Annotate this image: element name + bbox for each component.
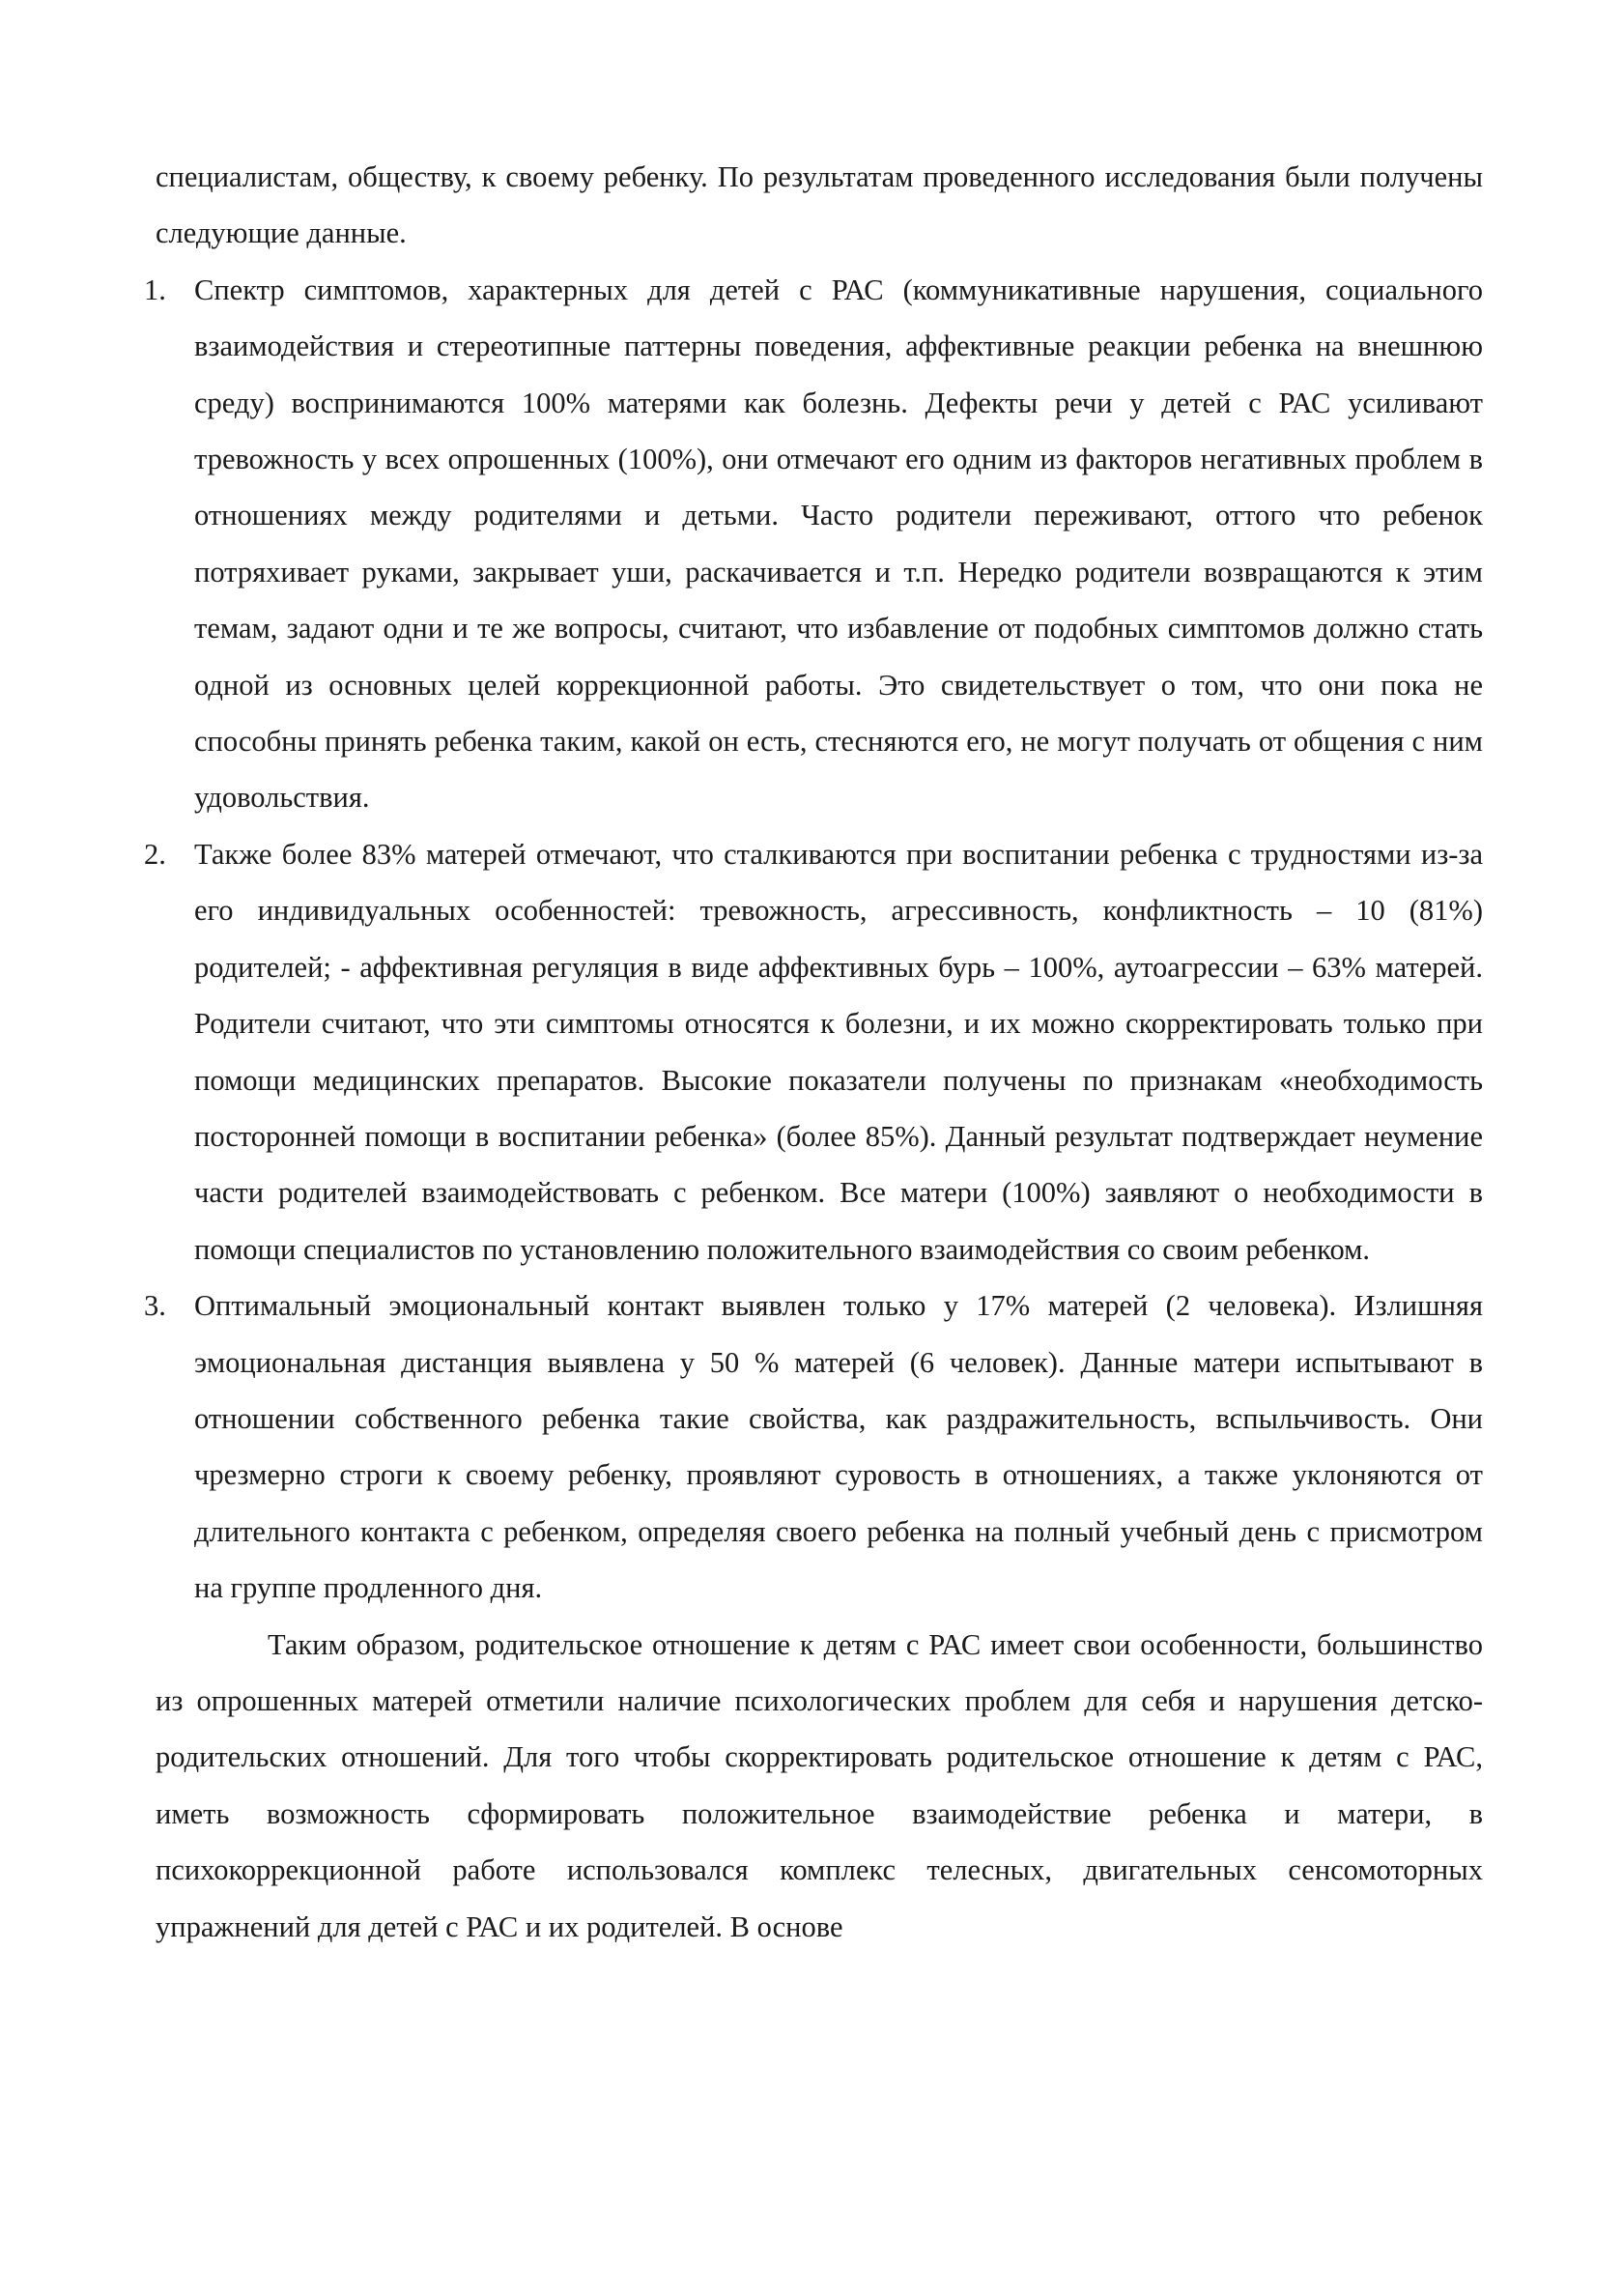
finding-number: 1. xyxy=(144,273,166,306)
finding-text: Спектр симптомов, характерных для детей с РАС (коммуникативные нарушения, социального взаимодействия и стереотипные паттерны поведения, аффективные реакции ребенка на внешнюю среду) воспринимаются 100% матерями как болезнь. Дефекты речи у детей с РАС усиливают тревожность у всех опрошенных (100%), они отмечают его одним из факторов негативных проблем в отношениях между родителями и детьми. Часто родители переживают, оттого что ребенок потряхивает руками, закрывает уши, раскачивается и т.п. Нередко родители возвращаются к этим темам, задают одни и те же вопросы, считают, что избавление от подобных симптомов должно стать одной из основных целей коррекционной работы. Это свидетельствует о том, что они пока не способны принять ребенка таким, какой он есть, стесняются его, не могут получать от общения с ним удовольствия. xyxy=(194,273,1483,815)
finding-item-2 xyxy=(144,826,1483,1277)
finding-text: Также более 83% матерей отмечают, что сталкиваются при воспитании ребенка с трудностями из-за его индивидуальных особенностей: тревожность, агрессивность, конфликтность – 10 (81%) родителей; - аффективная регуляция в виде аффективных бурь – 100%, аутоагрессии – 63% матерей. Родители считают, что эти симптомы относятся к болезни, и их можно скорректировать только при помощи медицинских препаратов. Высокие показатели получены по признакам «необходимость посторонней помощи в воспитании ребенка» (более 85%). Данный результат подтверждает неумение части родителей взаимодействовать с ребенком. Все матери (100%) заявляют о необходимости в помощи специалистов по установлению положительного взаимодействия со своим ребенком. xyxy=(194,837,1483,1266)
finding-text: Оптимальный эмоциональный контакт выявлен только у 17% матерей (2 человека). Излишняя эмоциональная дистанция выявлена у 50 % матерей (6 человек). Данные матери испытывают в отношении собственного ребенка такие свойства, как раздражительность, вспыльчивость. Они чрезмерно строги к своему ребенку, проявляют суровость в отношениях, а также уклоняются от длительного контакта с ребенком, определяя своего ребенка на полный учебный день с присмотром на группе продленного дня. xyxy=(194,1289,1483,1605)
finding-number: 2. xyxy=(144,837,166,871)
conclusion-paragraph: Таким образом, родительское отношение к детям с РАС имеет свои особенности, большинство из опрошенных матерей отметили наличие психологических проблем для себя и нарушения детско-родительских отношений. Для того чтобы скорректировать родительское отношение к детям с РАС, иметь возможность сформировать положительное взаимодействие ребенка и матери, в психокоррекционной работе использовался комплекс телесных, двигательных сенсомоторных упражнений для детей с РАС и их родителей. В основе xyxy=(156,1627,1483,1943)
intro-paragraph: специалистам, обществу, к своему ребенку. По результатам проведенного исследования были получены следующие данные. xyxy=(156,160,1483,250)
document-body xyxy=(144,149,1483,1955)
finding-item-3 xyxy=(144,1277,1483,1616)
finding-item-1 xyxy=(144,262,1483,826)
finding-number: 3. xyxy=(144,1289,166,1323)
findings-list xyxy=(144,262,1483,1617)
